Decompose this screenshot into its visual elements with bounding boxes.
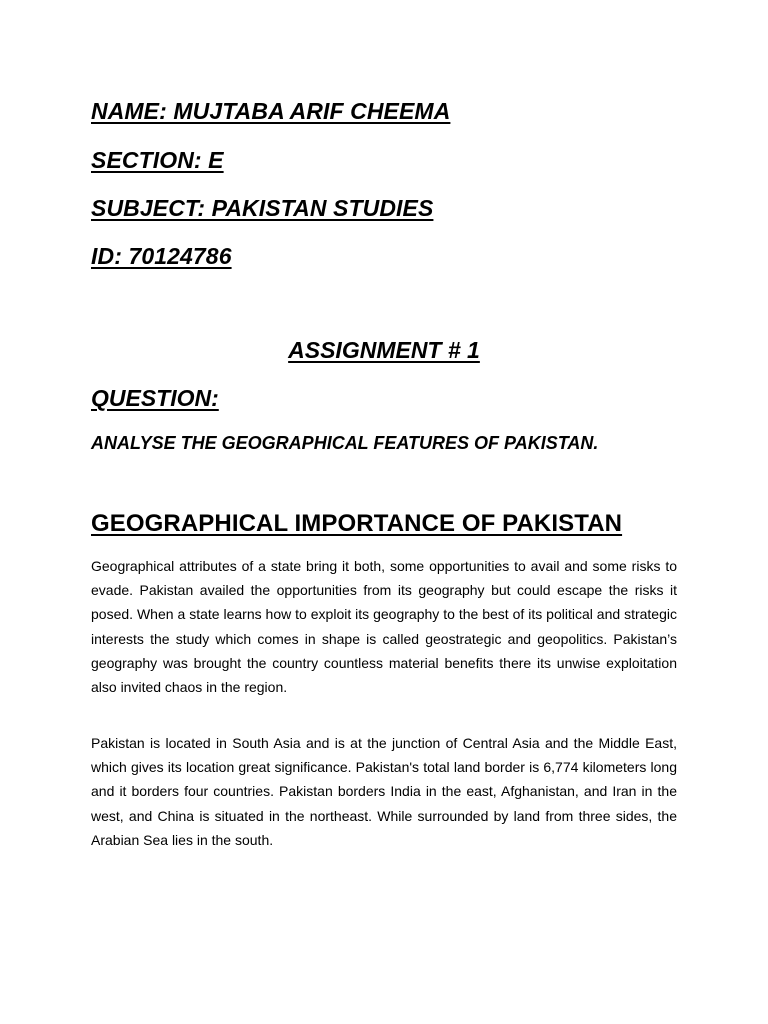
question-label: QUESTION: [91, 385, 219, 411]
question-text: ANALYSE THE GEOGRAPHICAL FEATURES OF PAKISTAN. [91, 433, 599, 453]
body-paragraph-2: Pakistan is located in South Asia and is at the junction of Central Asia and the Middle East, which gives its location great significance. Pakistan's total land border is 6,774 kilometers long and it borders four countries. Pakistan borders India in the east, Afghanistan, and Iran in the west, and China is situated in the northeast. While surrounded by land from three sides, the Arabian Sea lies in the south. [91, 735, 677, 848]
subject-line: SUBJECT: PAKISTAN STUDIES [91, 195, 434, 221]
body-paragraph-1: Geographical attributes of a state bring it both, some opportunities to avail and some risks to evade. Pakistan availed the opportunities from its geography but could escape the risks it posed. When a state learns how to exploit its geography to the best of its political and strategic interests the study which comes in shape is called geostrategic and geopolitics. Pakistan’s geography was brought the country countless material benefits there its unwise exploitation also invited chaos in the region. [91, 558, 677, 696]
student-section: SECTION: E [91, 147, 224, 173]
student-name: NAME: MUJTABA ARIF CHEEMA [91, 98, 451, 124]
assignment-title: ASSIGNMENT # 1 [288, 337, 480, 363]
student-id: ID: 70124786 [91, 243, 232, 269]
section-heading: GEOGRAPHICAL IMPORTANCE OF PAKISTAN [91, 510, 623, 537]
